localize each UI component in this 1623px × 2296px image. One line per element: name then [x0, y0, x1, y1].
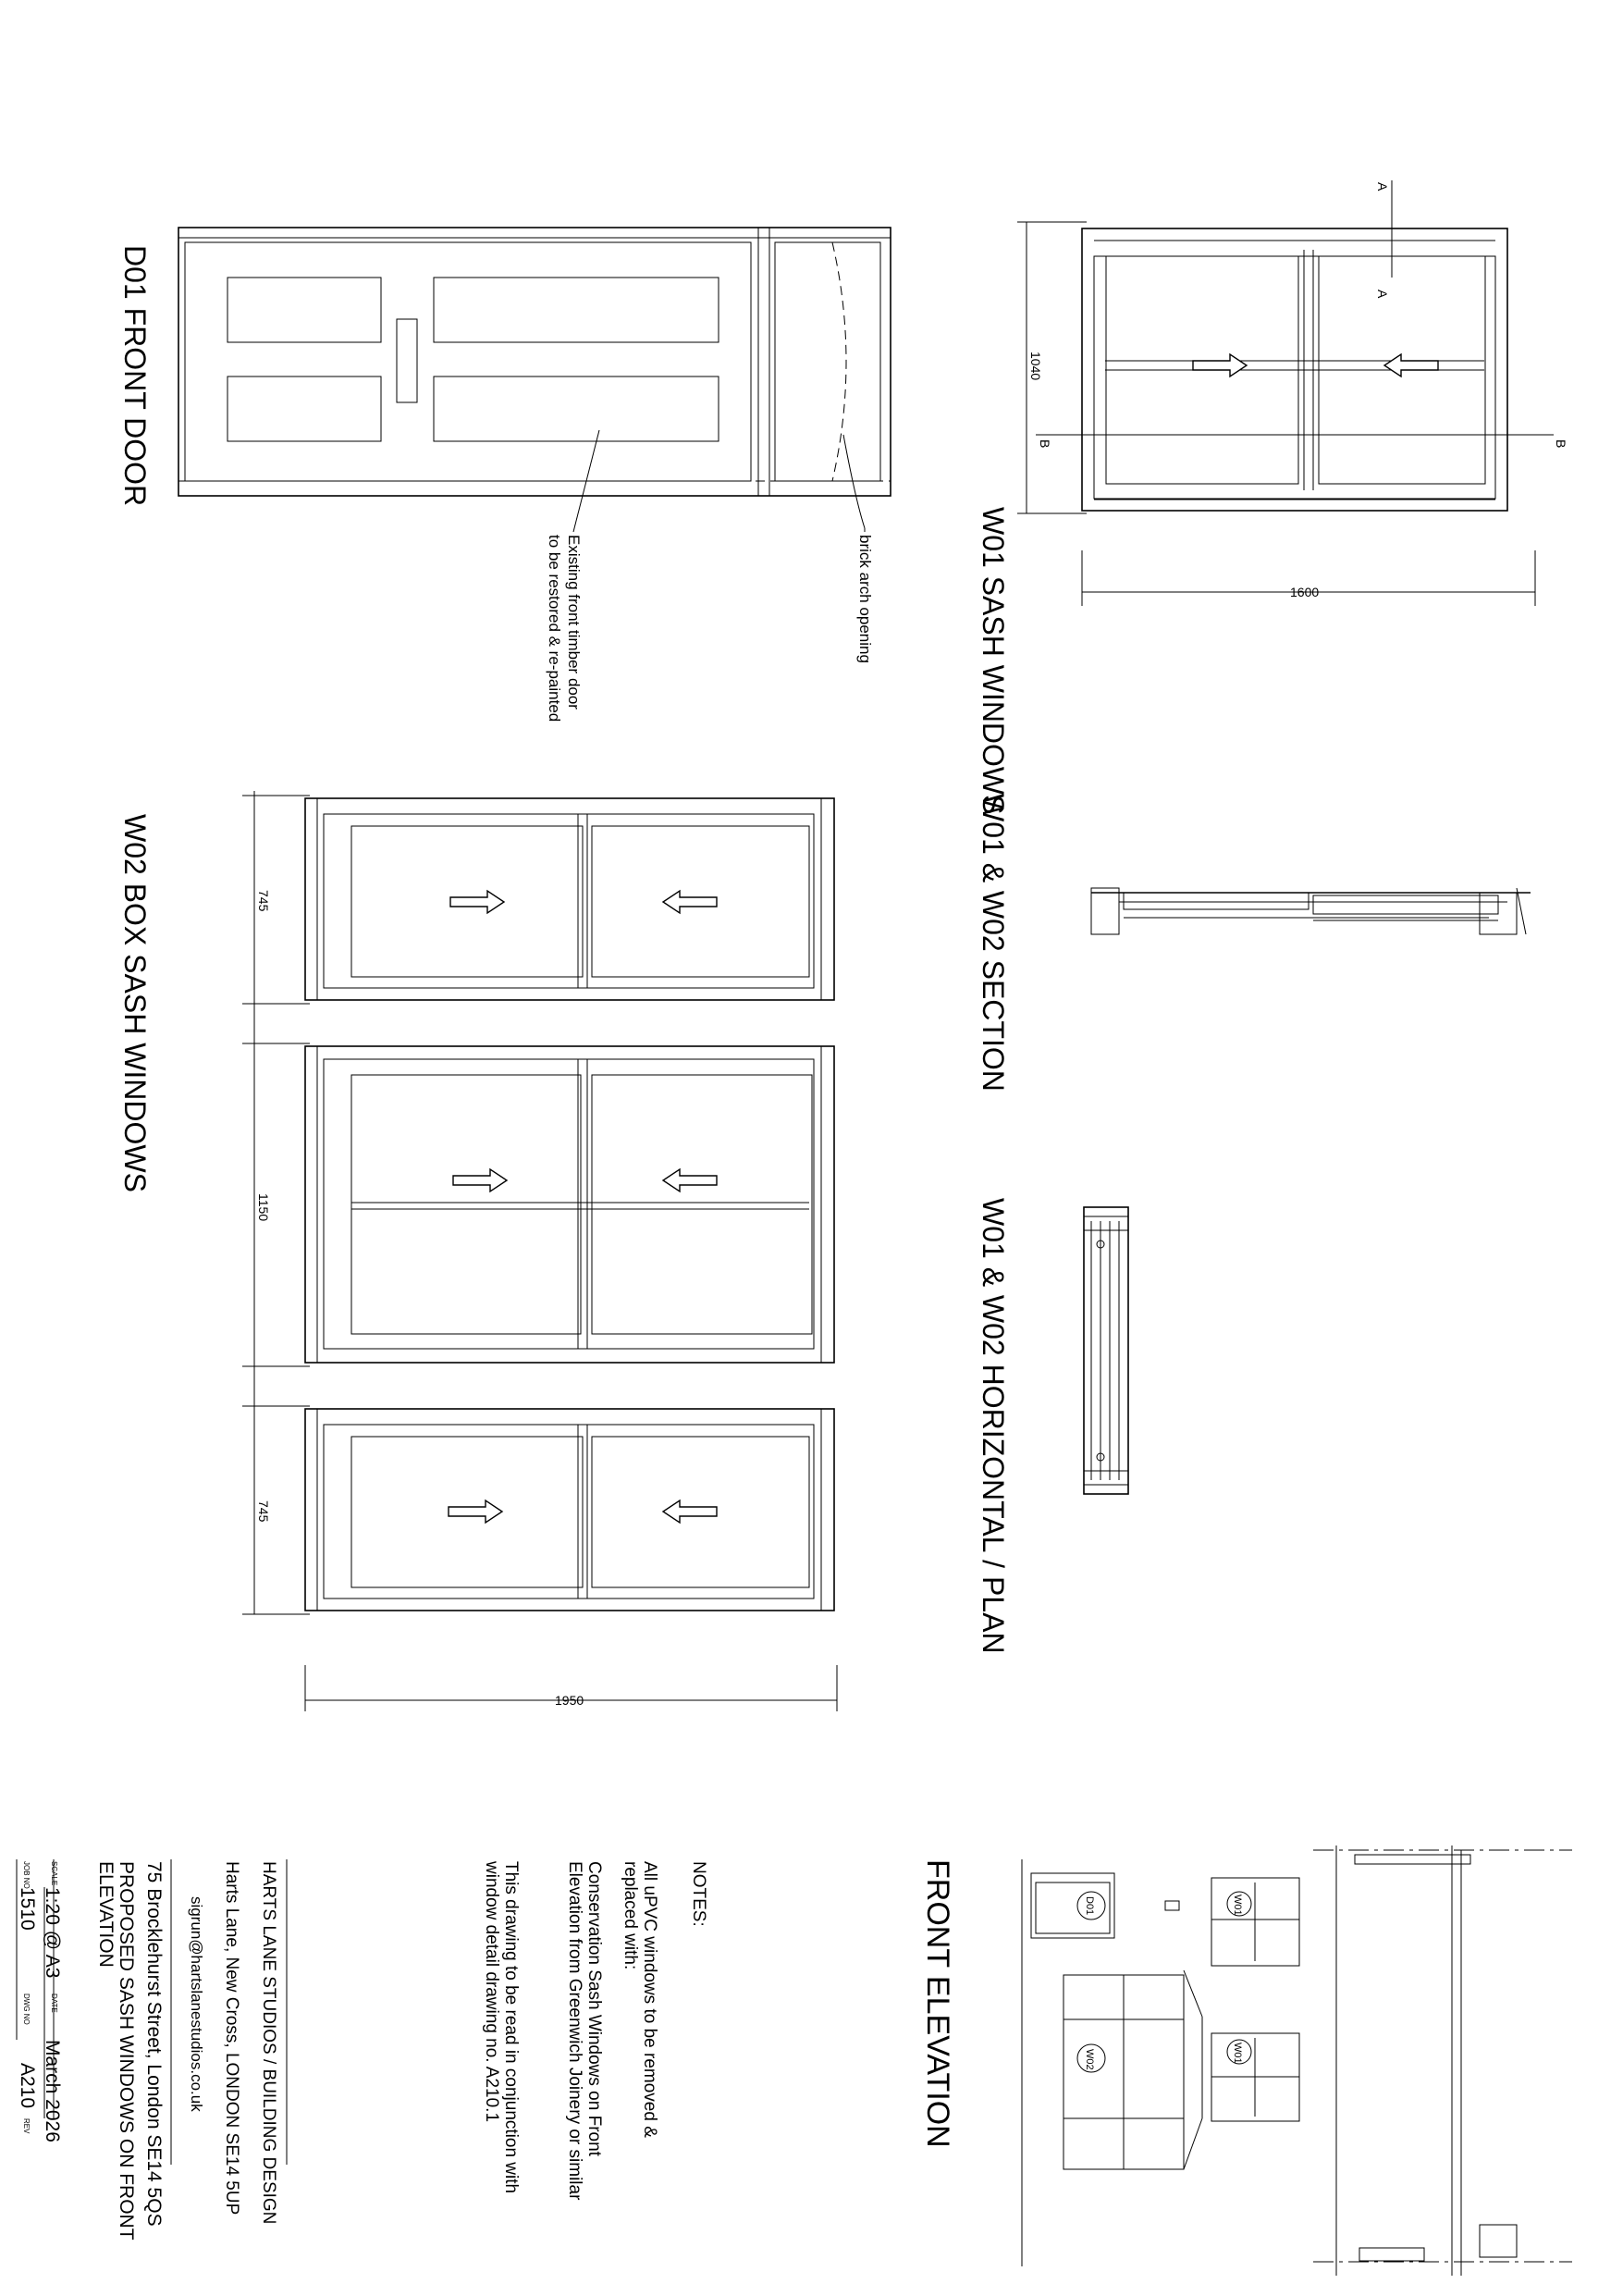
tb-job: 1510: [17, 1887, 38, 1931]
annotation-door-line2: to be restored & re-painted: [546, 535, 563, 722]
elevation-tag-w02: W02: [1084, 2049, 1095, 2070]
tb-project-title1: PROPOSED SASH WINDOWS ON FRONT: [116, 1861, 137, 2240]
elevation-tag-d01: D01: [1084, 1896, 1095, 1916]
dim-w02-width: 1950: [555, 1693, 584, 1708]
tb-scale: 1:20 @ A3: [42, 1887, 63, 1979]
tb-date: March 2026: [42, 2040, 63, 2142]
notes-line5: This drawing to be read in conjunction with: [501, 1861, 521, 2194]
tb-scale-label: SCALE: [50, 1861, 58, 1886]
tb-dwg-label: DWG NO: [22, 1994, 31, 2025]
dim-w01-height: 1040: [1028, 352, 1043, 381]
title-section: W01 & W02 SECTION: [977, 794, 1010, 1092]
dim-w01-width: 1600: [1290, 585, 1320, 599]
title-d01: D01 FRONT DOOR: [118, 245, 152, 507]
notes-line4: Elevation from Greenwich Joinery or similar: [565, 1861, 584, 2201]
section-mark-b-left: B: [1038, 439, 1052, 449]
notes-heading: NOTES:: [689, 1861, 708, 1927]
title-w02: W02 BOX SASH WINDOWS: [118, 814, 152, 1192]
title-front-elevation: FRONT ELEVATION: [920, 1859, 955, 2148]
tb-job-label: JOB NO: [22, 1861, 31, 1889]
tb-dwg: A210: [17, 2063, 38, 2109]
annotation-brick-arch: brick arch opening: [856, 535, 874, 663]
title-w01: W01 SASH WINDOWS: [977, 507, 1010, 815]
notes-line1: All uPVC windows to be removed &: [640, 1861, 659, 2138]
notes-line6: window detail drawing no. A210.1: [482, 1861, 501, 2123]
notes-line3: Conservation Sash Windows on Front: [584, 1861, 604, 2156]
title-plan: W01 & W02 HORIZONTAL / PLAN: [977, 1198, 1010, 1654]
elevation-tag-w01-left: W01: [1232, 1895, 1243, 1916]
elevation-tag-w01-right: W01: [1232, 2043, 1243, 2064]
tb-email: sigrun@hartslanestudios.co.uk: [188, 1896, 205, 2112]
tb-address: Harts Lane, New Cross, LONDON SE14 5UP: [222, 1861, 241, 2216]
dim-w02-bottom: 745: [256, 1500, 271, 1523]
tb-studio: HARTS LANE STUDIOS / BUILDING DESIGN: [259, 1861, 278, 2225]
tb-date-label: DATE: [50, 1994, 58, 2013]
section-mark-a-bottom: A: [1375, 290, 1390, 299]
section-mark-a-top: A: [1375, 182, 1390, 191]
tb-project-title2: ELEVATION: [95, 1861, 117, 1968]
notes-line2: replaced with:: [621, 1861, 640, 1970]
tb-project-address: 75 Brocklehurst Street, London SE14 5QS: [143, 1861, 165, 2227]
dim-w02-middle: 1150: [256, 1193, 271, 1222]
section-mark-b-right: B: [1554, 439, 1568, 449]
tb-rev-label: REV: [22, 2118, 31, 2134]
dim-w02-top: 745: [256, 890, 271, 912]
annotation-door-line1: Existing front timber door: [565, 535, 583, 710]
